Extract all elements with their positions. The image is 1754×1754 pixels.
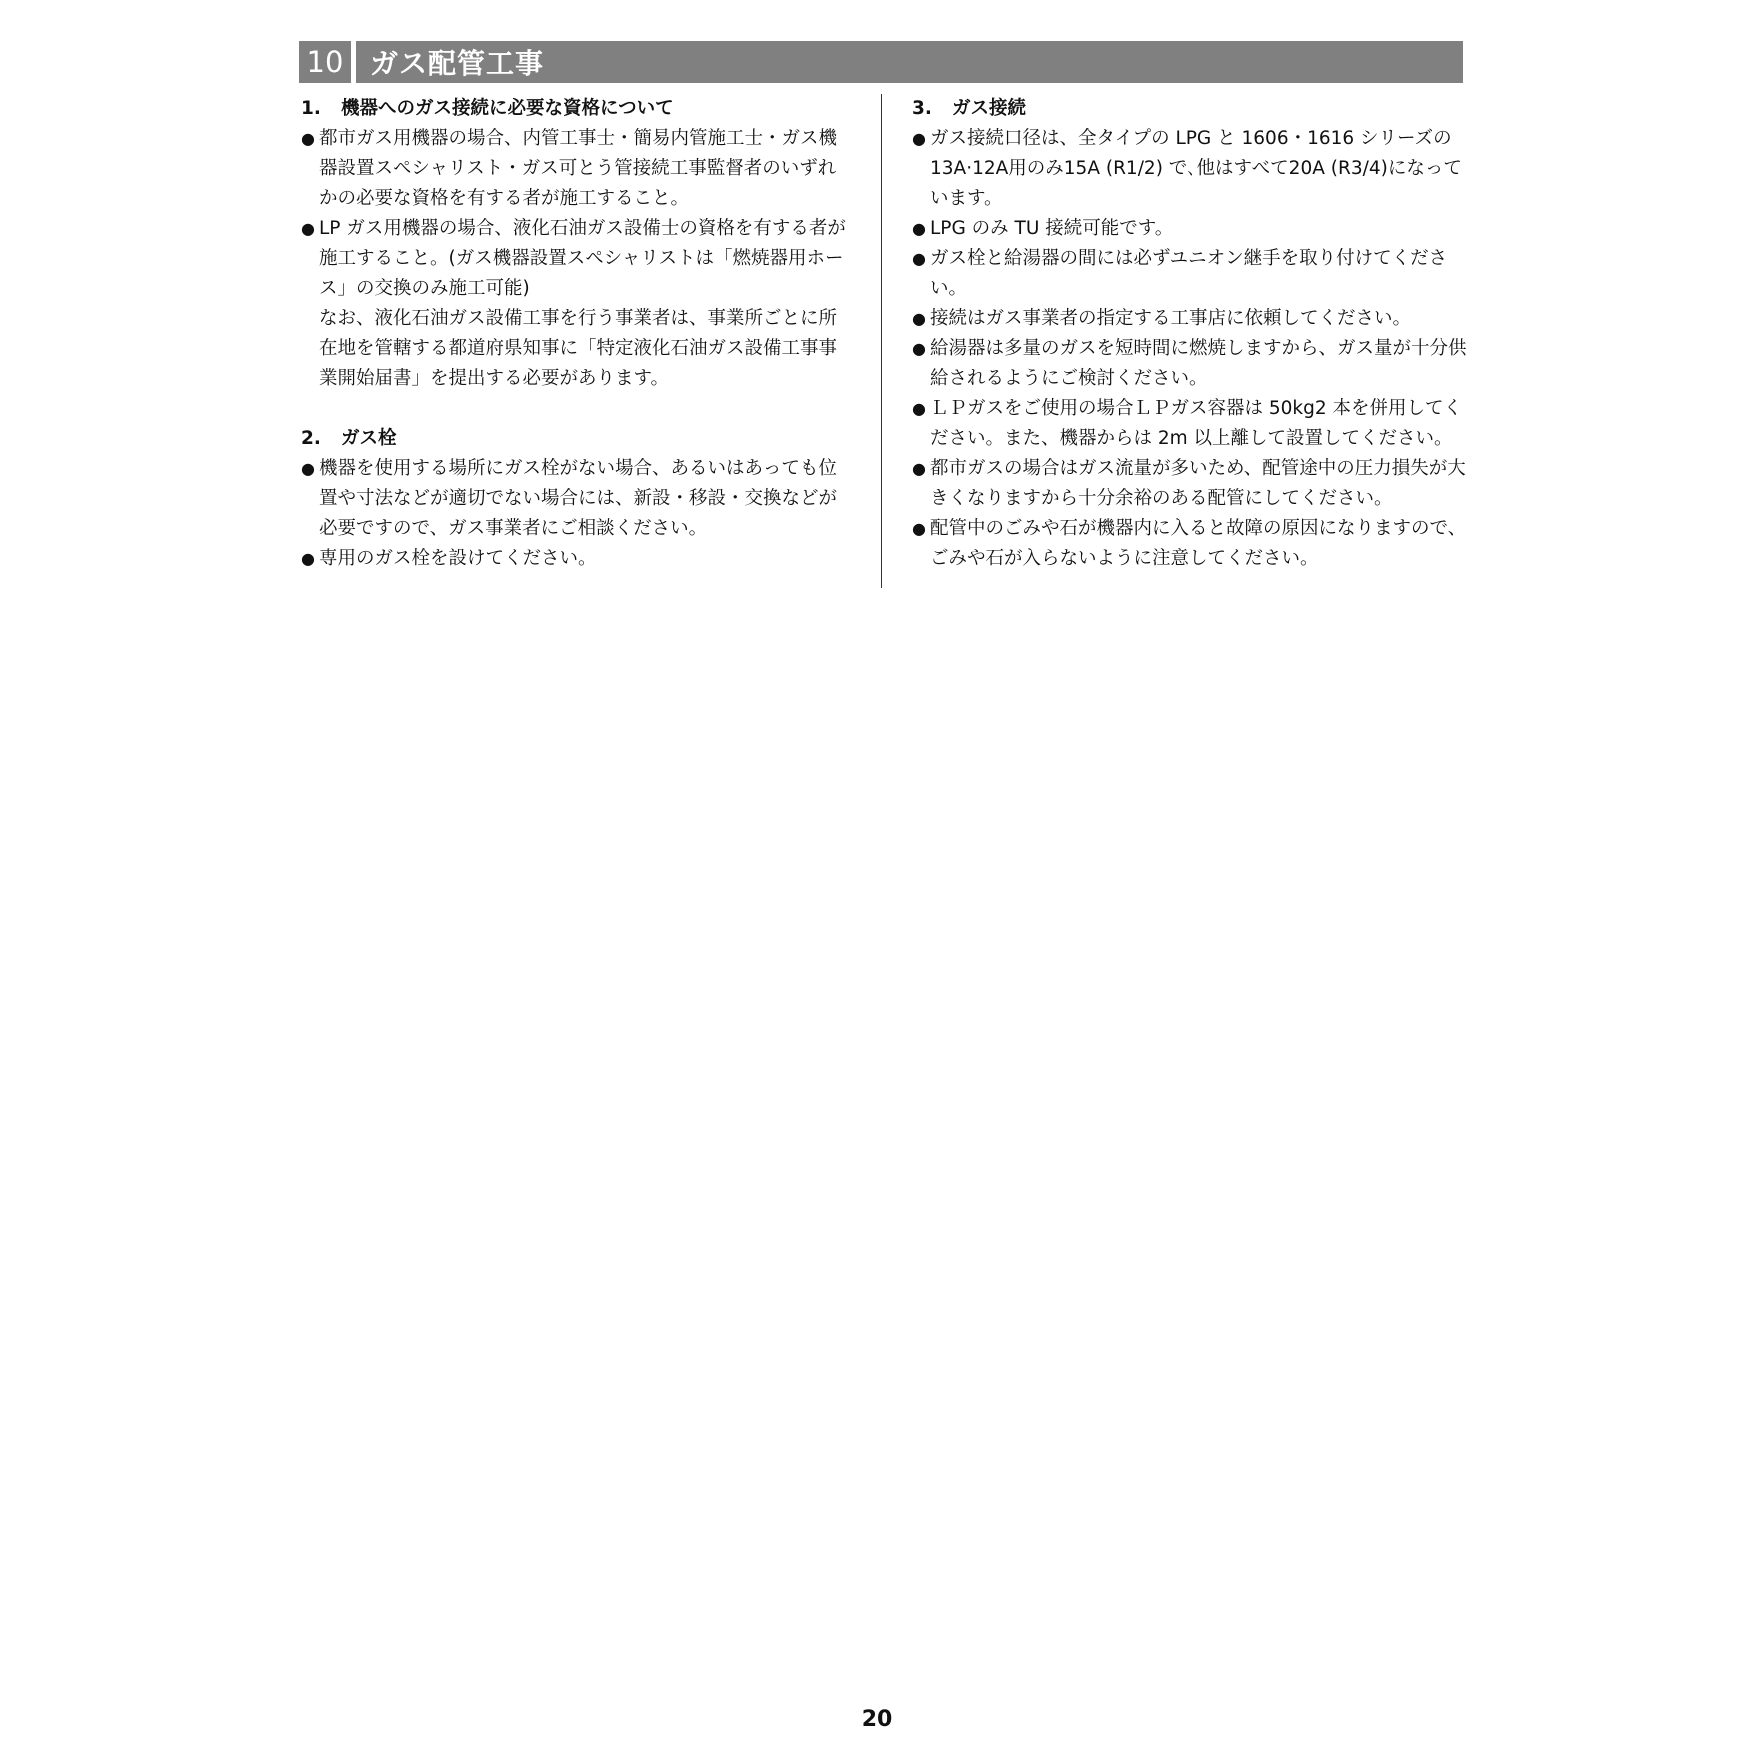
subsection-number: 3. [912,98,932,119]
list-item-text: ガス接続口径は、全タイプの LPG と 1606・1616 シリーズの13A·12A用のみ15A (R1/2) で､他はすべて20A (R3/4)になっています。 [930,128,1462,209]
subsection-gas-valve [301,424,853,574]
bullet-icon: ● [301,459,315,478]
bullet-icon: ● [912,519,926,538]
list-item [912,304,1468,334]
list-item [912,454,1468,514]
list-item-text: LP ガス用機器の場合、液化石油ガス設備士の資格を有する者が施工すること。(ガス機器設置スペシャリストは「燃焼器用ホース」の交換のみ施工可能) [319,218,846,299]
list-item-text: 配管中のごみや石が機器内に入ると故障の原因になりますので、ごみや石が入らないように注意してください。 [930,518,1467,569]
subsection-number: 1. [301,98,321,119]
subsection-title: 機器へのガス接続に必要な資格について [341,98,674,119]
bullet-icon: ● [912,219,926,238]
bullet-icon: ● [912,339,926,358]
bullet-list [301,124,853,304]
bullet-icon: ● [912,459,926,478]
subsection-gas-connection [912,94,1468,574]
list-item [912,214,1468,244]
bullet-icon: ● [912,129,926,148]
subsection-qualifications [301,94,853,394]
subsection-heading [912,94,1468,124]
column-divider [881,94,882,588]
bullet-icon: ● [301,549,315,568]
list-item-text: ＬＰガスをご使用の場合ＬＰガス容器は 50kg2 本を併用してください。また、機器からは 2m 以上離して設置してください。 [930,398,1463,449]
list-item [301,544,853,574]
bullet-list [912,124,1468,574]
list-item-text: 専用のガス栓を設けてください。 [319,548,597,569]
list-item [912,334,1468,394]
list-item-text: 機器を使用する場所にガス栓がない場合、あるいはあっても位置や寸法などが適切でない場合には、新設・移設・交換などが必要ですので、ガス事業者にご相談ください。 [319,458,838,539]
list-item [912,244,1468,304]
list-item-text: 接続はガス事業者の指定する工事店に依頼してください。 [930,308,1412,329]
section-number: 10 [306,45,344,79]
page-number: 20 [861,1707,893,1732]
subsection-title: ガス栓 [341,428,397,449]
right-column [912,94,1468,574]
subsection-heading [301,94,853,124]
section-header-bar [299,41,1463,83]
subsection-title: ガス接続 [952,98,1027,119]
list-item-text: 都市ガス用機器の場合、内管工事士・簡易内管施工士・ガス機器設置スペシャリスト・ガス可とう管接続工事監督者のいずれかの必要な資格を有する者が施工すること。 [319,128,838,209]
list-item-text: 都市ガスの場合はガス流量が多いため、配管途中の圧力損失が大きくなりますから十分余裕のある配管にしてください。 [930,458,1466,509]
bullet-icon: ● [301,219,315,238]
left-column [301,94,853,574]
bullet-icon: ● [912,309,926,328]
list-item [301,454,853,544]
subsection-heading [301,424,853,454]
section-title: ガス配管工事 [370,47,545,80]
list-item-text: LPG のみ TU 接続可能です。 [930,218,1174,239]
list-item [912,514,1468,574]
list-item [912,394,1468,454]
list-item-text: ガス栓と給湯器の間には必ずユニオン継手を取り付けてください。 [930,248,1448,299]
list-item [301,214,853,304]
section-spacer [301,394,853,424]
list-item-text: 給湯器は多量のガスを短時間に燃焼しますから、ガス量が十分供給されるようにご検討ください。 [930,338,1467,389]
note-paragraph: なお、液化石油ガス設備工事を行う事業者は、事業所ごとに所在地を管轄する都道府県知事に「特定液化石油ガス設備工事事業開始届書」を提出する必要があります。 [319,308,838,389]
subsection-number: 2. [301,428,321,449]
list-item [912,124,1468,214]
bullet-icon: ● [912,399,926,418]
bullet-icon: ● [301,129,315,148]
bullet-icon: ● [912,249,926,268]
list-item [301,124,853,214]
bullet-list [301,454,853,574]
